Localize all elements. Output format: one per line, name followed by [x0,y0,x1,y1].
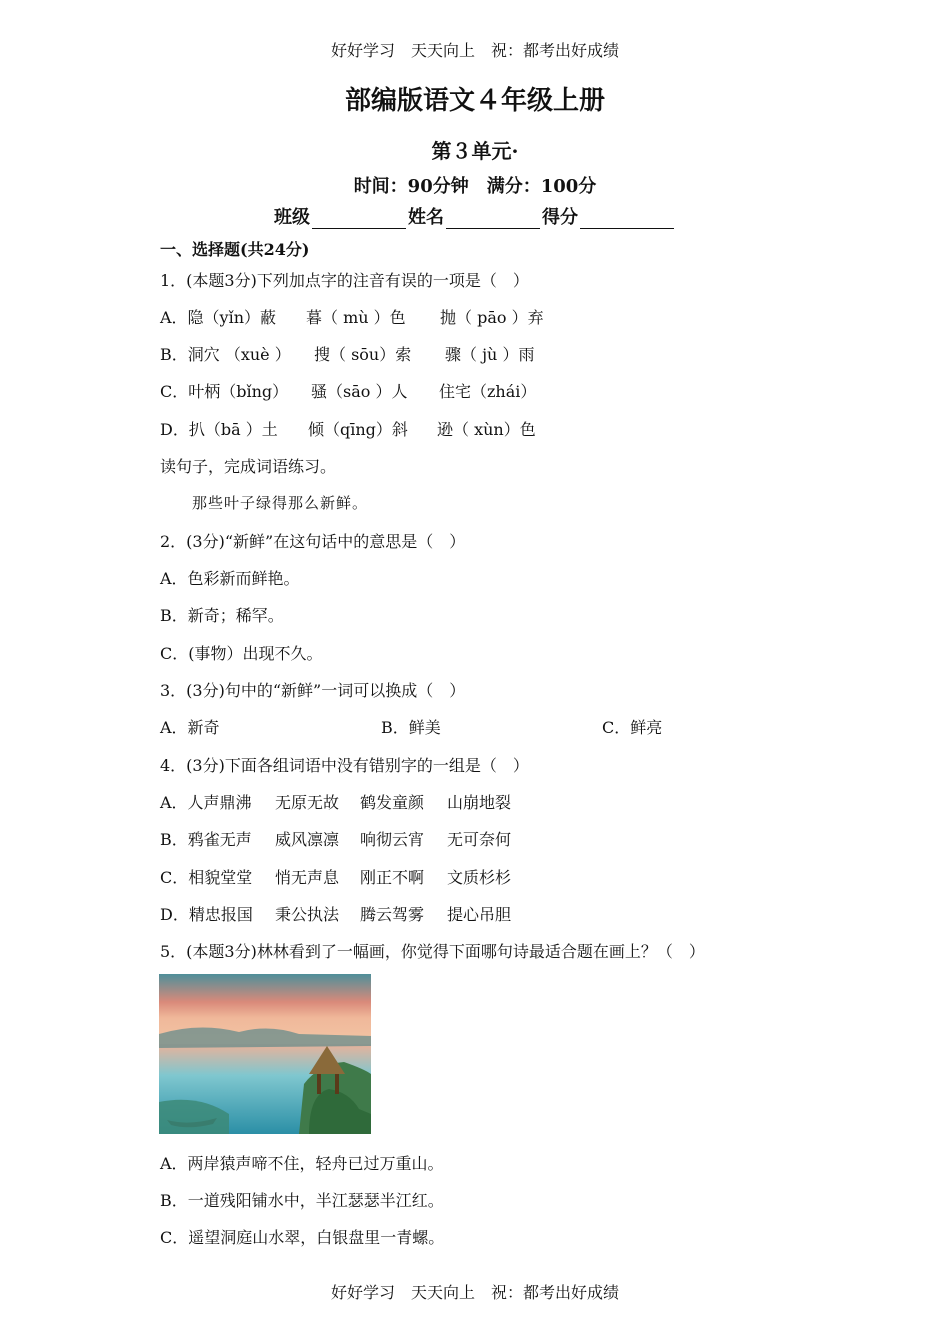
q3-option-b[interactable]: B．鲜美 [381,718,441,737]
q1-d-3: 逊（ xùn）色 [437,420,536,439]
q2-option-b[interactable]: B．新奇；稀罕。 [160,606,284,625]
q2-option-a[interactable]: A．色彩新而鲜艳。 [160,569,300,588]
q1-c-3: 住宅（zhái） [439,382,537,401]
score-label: 得分 [542,207,578,228]
q3-stem: 3．(3分)句中的“新鲜”一词可以换成（ ） [160,681,466,700]
unit-title: 第３单元· [431,139,519,163]
student-info-fields [0,203,950,229]
q1-stem: 1．(本题3分)下列加点字的注音有误的一项是（ ） [160,271,529,290]
q1-option-b[interactable] [160,342,535,365]
q1-b-2: 搜（ sōu）索 [314,345,412,364]
q1-b-1: B．洞穴 （xuè ） [160,345,291,364]
q4-b-3: 响彻云宵 [360,830,425,849]
q5-option-b[interactable]: B．一道残阳铺水中，半江瑟瑟半江红。 [160,1191,444,1210]
painting-pavilion-post-right [335,1074,339,1094]
landscape-painting [159,974,371,1134]
painting-pavilion-post-left [317,1074,321,1094]
q1-d-2: 倾（qīng）斜 [308,420,408,439]
q5-option-c[interactable]: C．遥望洞庭山水翠，白银盘里一青螺。 [160,1228,445,1247]
q1-option-d[interactable] [160,417,536,440]
class-label: 班级 [274,207,310,228]
q4-d-4: 提心吊胆 [447,905,512,924]
q4-b-4: 无可奈何 [447,830,512,849]
exam-meta: 时间：90分钟 满分：100分 [353,176,597,197]
q4-b-2: 威风凛凛 [275,830,340,849]
q3-option-c[interactable]: C．鲜亮 [602,718,663,737]
q4-a-4: 山崩地裂 [447,793,512,812]
name-blank[interactable] [446,208,540,229]
section-choice-heading: 一、选择题(共24分) [160,240,310,259]
q4-a-1: A．人声鼎沸 [160,793,252,812]
q4-d-2: 秉公执法 [275,905,340,924]
page-header: 好好学习 天天向上 祝：都考出好成绩 [330,41,619,60]
q5-stem: 5．(本题3分)林林看到了一幅画，你觉得下面哪句诗最适合题在画上？（ ） [160,942,705,961]
q2-option-c[interactable]: C．(事物）出现不久。 [160,644,323,663]
score-blank[interactable] [580,208,674,229]
name-label: 姓名 [408,207,444,228]
q4-option-b[interactable] [160,827,512,850]
q4-option-c[interactable] [160,865,512,888]
q4-d-1: D．精忠报国 [160,905,253,924]
q1-a-1: A．隐（yǐn）蔽 [160,308,277,327]
q1-d-1: D．扒（bā ）土 [160,420,278,439]
q4-c-4: 文质杉杉 [447,868,512,887]
q1-option-a[interactable] [160,305,544,328]
q2-stem: 2．(3分)“新鲜”在这句话中的意思是（ ） [160,532,466,551]
q4-option-d[interactable] [160,902,512,925]
q4-d-3: 腾云驾雾 [360,905,425,924]
reading-sentence: 那些叶子绿得那么新鲜。 [192,494,369,512]
q1-a-3: 抛（ pāo ）弃 [440,308,544,327]
page-footer: 好好学习 天天向上 祝：都考出好成绩 [330,1283,619,1302]
q3-option-a[interactable]: A．新奇 [160,718,220,737]
class-blank[interactable] [312,208,406,229]
q1-a-2: 暮（ mù ）色 [306,308,406,327]
q4-b-1: B．鸦雀无声 [160,830,252,849]
q4-a-3: 鹤发童颜 [360,793,425,812]
q4-c-2: 悄无声息 [275,868,340,887]
reading-prompt: 读句子，完成词语练习。 [160,457,337,476]
page-title: 部编版语文４年级上册 [344,86,605,116]
q1-option-c[interactable] [160,379,537,402]
q4-stem: 4．(3分)下面各组词语中没有错别字的一组是（ ） [160,756,529,775]
q1-c-1: C．叶柄（bǐng） [160,382,289,401]
q4-option-a[interactable] [160,790,512,813]
q1-c-2: 骚（sāo ）人 [311,382,408,401]
q1-b-3: 骤（ jù ）雨 [445,345,535,364]
q4-c-3: 刚正不啊 [360,868,425,887]
q4-c-1: C．相貌堂堂 [160,868,253,887]
q5-option-a[interactable]: A．两岸猿声啼不住，轻舟已过万重山。 [160,1154,444,1173]
q4-a-2: 无原无故 [275,793,340,812]
